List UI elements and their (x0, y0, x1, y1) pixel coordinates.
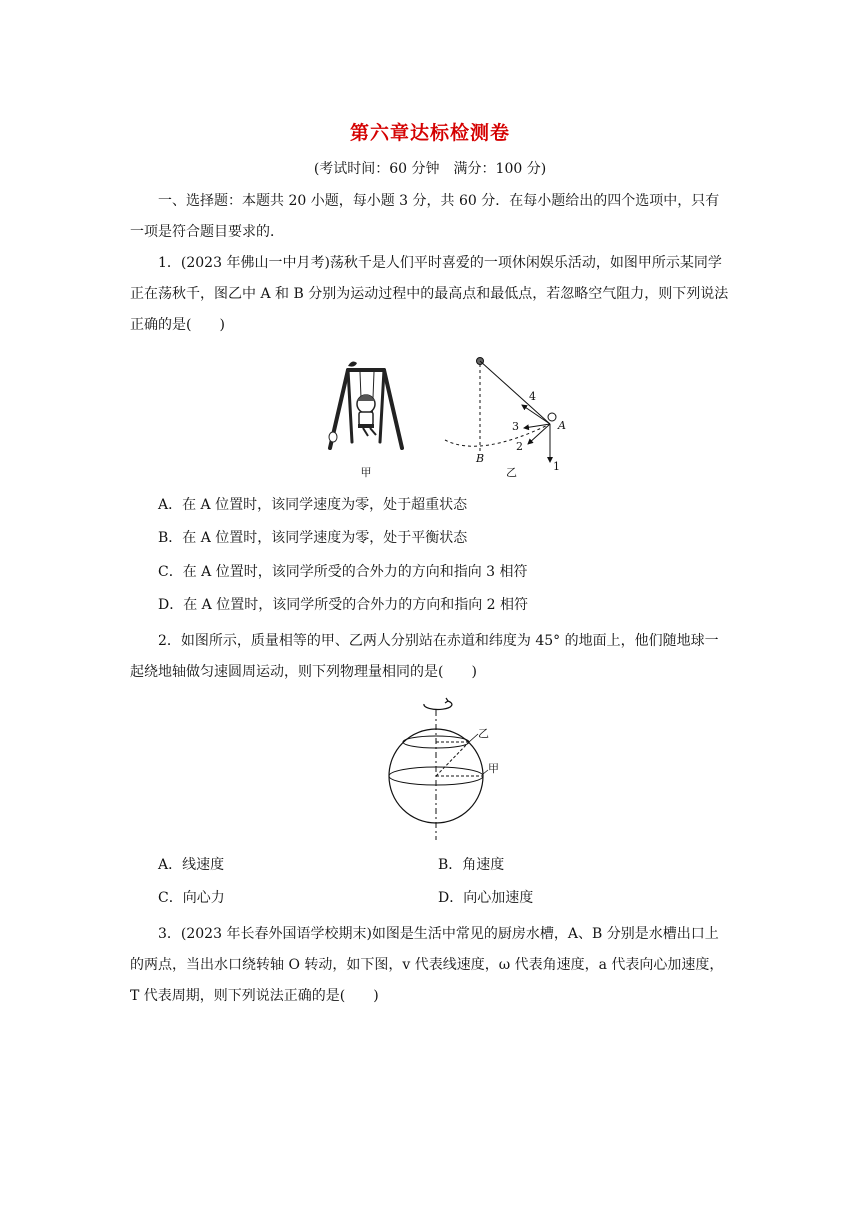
label-yi: 乙 (478, 727, 489, 740)
question-3-stem: 3．(2023 年长春外国语学校期末)如图是生活中常见的厨房水槽，A、B 分别是水槽出口上的两点，当出水口绕转轴 O 转动，如下图，v 代表线速度，ω 代表角速度，a 代表向心加速度，T 代表周期，则下列说法正确的是( ) (130, 926, 724, 1004)
arrow-label-4: 4 (529, 390, 536, 403)
q2-option-b: B．角速度 (438, 857, 505, 873)
q1-option-a: A．在 A 位置时，该同学速度为零，处于超重状态 (158, 497, 468, 513)
label-jia: 甲 (488, 762, 499, 775)
earth-globe-figure (380, 694, 510, 842)
q1-option-c: C．在 A 位置时，该同学所受的合外力的方向和指向 3 相符 (158, 564, 528, 580)
point-label-b: B (476, 452, 485, 465)
question-1-stem: 1．(2023 年佛山一中月考)荡秋千是人们平时喜爱的一项休闲娱乐活动，如图甲所示某同学正在荡秋千，图乙中 A 和 B 分别为运动过程中的最高点和最低点，若忽略空气阻力，则下列说法正确的是( ) (130, 255, 729, 333)
point-label-a: A (558, 419, 566, 432)
swing-force-diagram-yi (440, 352, 580, 482)
arrow-label-1: 1 (553, 460, 560, 473)
q1-option-b: B．在 A 位置时，该同学速度为零，处于平衡状态 (158, 530, 468, 546)
q1-option-d: D．在 A 位置时，该同学所受的合外力的方向和指向 2 相符 (158, 597, 529, 613)
swing-figure-jia (320, 352, 412, 482)
exam-info: (考试时间：60 分钟 满分：100 分) (313, 161, 547, 177)
arrow-label-3: 3 (512, 420, 519, 433)
q2-option-c: C．向心力 (158, 890, 225, 906)
q2-option-a: A．线速度 (158, 857, 225, 873)
page-title: 第六章达标检测卷 (349, 122, 510, 144)
section-heading: 一、选择题：本题共 20 小题，每小题 3 分，共 60 分．在每小题给出的四个选项中，只有一项是符合题目要求的． (130, 193, 720, 240)
figure-label-jia: 甲 (360, 466, 372, 479)
figure-label-yi: 乙 (506, 466, 517, 479)
question-2-stem: 2．如图所示，质量相等的甲、乙两人分别站在赤道和纬度为 45° 的地面上，他们随地球一起绕地轴做匀速圆周运动，则下列物理量相同的是( ) (130, 633, 719, 680)
arrow-label-2: 2 (516, 440, 523, 453)
q2-option-d: D．向心加速度 (438, 890, 534, 906)
